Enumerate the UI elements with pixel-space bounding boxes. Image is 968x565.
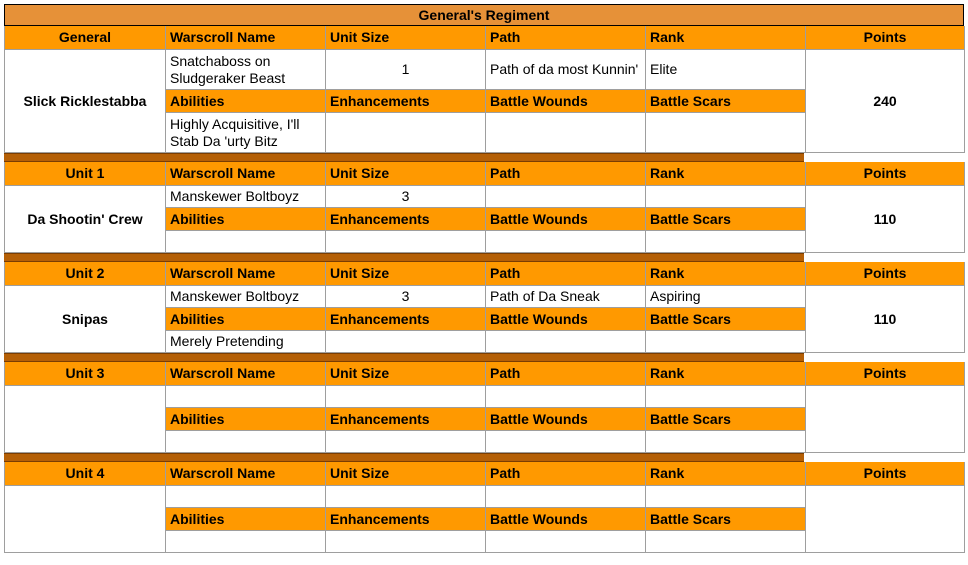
regiment-block: [4, 26, 964, 153]
regiment-block: [4, 162, 964, 253]
points-cell[interactable]: 110: [806, 186, 965, 253]
battle-scars-header[interactable]: Battle Scars: [646, 90, 806, 113]
rank-header[interactable]: Rank: [646, 162, 806, 186]
warscroll-cell[interactable]: Manskewer Boltboyz: [166, 186, 326, 208]
battle-wounds-cell[interactable]: [486, 331, 646, 353]
points-cell[interactable]: [806, 386, 965, 453]
rank-cell[interactable]: Aspiring: [646, 286, 806, 308]
block-separator: [4, 453, 804, 462]
abilities-cell[interactable]: [166, 431, 326, 453]
abilities-cell[interactable]: Highly Acquisitive, I'll Stab Da 'urty Bitz: [166, 113, 326, 153]
battle-wounds-cell[interactable]: [486, 113, 646, 153]
path-cell[interactable]: [486, 186, 646, 208]
unit-size-cell[interactable]: [326, 386, 486, 408]
unit-size-header[interactable]: Unit Size: [326, 362, 486, 386]
abilities-header[interactable]: Abilities: [166, 90, 326, 113]
points-header[interactable]: Points: [806, 262, 965, 286]
enhancements-header[interactable]: Enhancements: [326, 90, 486, 113]
unit-name-cell[interactable]: Slick Ricklestabba: [5, 50, 166, 153]
battle-scars-header[interactable]: Battle Scars: [646, 208, 806, 231]
rank-cell[interactable]: Elite: [646, 50, 806, 90]
block-separator: [4, 253, 804, 262]
battle-wounds-header[interactable]: Battle Wounds: [486, 308, 646, 331]
enhancements-cell[interactable]: [326, 331, 486, 353]
rank-header[interactable]: Rank: [646, 462, 806, 486]
unit-size-header[interactable]: Unit Size: [326, 262, 486, 286]
path-header[interactable]: Path: [486, 162, 646, 186]
unit-size-header[interactable]: Unit Size: [326, 462, 486, 486]
enhancements-header[interactable]: Enhancements: [326, 308, 486, 331]
battle-scars-cell[interactable]: [646, 431, 806, 453]
points-cell[interactable]: 240: [806, 50, 965, 153]
unit-size-cell[interactable]: [326, 486, 486, 508]
abilities-header[interactable]: Abilities: [166, 408, 326, 431]
abilities-header[interactable]: Abilities: [166, 308, 326, 331]
rank-header[interactable]: Rank: [646, 262, 806, 286]
abilities-header[interactable]: Abilities: [166, 208, 326, 231]
enhancements-header[interactable]: Enhancements: [326, 208, 486, 231]
battle-wounds-cell[interactable]: [486, 231, 646, 253]
warscroll-cell[interactable]: Snatchaboss on Sludgeraker Beast: [166, 50, 326, 90]
path-cell[interactable]: Path of da most Kunnin': [486, 50, 646, 90]
rank-cell[interactable]: [646, 386, 806, 408]
abilities-header[interactable]: Abilities: [166, 508, 326, 531]
battle-wounds-cell[interactable]: [486, 531, 646, 553]
regiment-blocks: [4, 26, 964, 553]
battle-scars-cell[interactable]: [646, 113, 806, 153]
points-header[interactable]: Points: [806, 462, 965, 486]
block-separator: [4, 153, 804, 162]
rank-cell[interactable]: [646, 486, 806, 508]
points-cell[interactable]: 110: [806, 286, 965, 353]
points-cell[interactable]: [806, 486, 965, 553]
unit-size-cell[interactable]: 3: [326, 286, 486, 308]
unit-label-cell[interactable]: Unit 3: [5, 362, 166, 386]
enhancements-cell[interactable]: [326, 431, 486, 453]
points-header[interactable]: Points: [806, 362, 965, 386]
points-header[interactable]: Points: [806, 162, 965, 186]
points-header[interactable]: Points: [806, 26, 965, 50]
path-cell[interactable]: [486, 386, 646, 408]
unit-size-cell[interactable]: 3: [326, 186, 486, 208]
regiment-sheet: [4, 4, 964, 553]
battle-scars-cell[interactable]: [646, 231, 806, 253]
unit-size-header[interactable]: Unit Size: [326, 26, 486, 50]
battle-wounds-header[interactable]: Battle Wounds: [486, 208, 646, 231]
warscroll-header[interactable]: Warscroll Name: [166, 26, 326, 50]
battle-scars-cell[interactable]: [646, 531, 806, 553]
block-separator: [4, 353, 804, 362]
warscroll-header[interactable]: Warscroll Name: [166, 262, 326, 286]
enhancements-cell[interactable]: [326, 531, 486, 553]
warscroll-cell[interactable]: [166, 486, 326, 508]
path-cell[interactable]: Path of Da Sneak: [486, 286, 646, 308]
unit-size-cell[interactable]: 1: [326, 50, 486, 90]
path-header[interactable]: Path: [486, 462, 646, 486]
warscroll-cell[interactable]: [166, 386, 326, 408]
battle-wounds-header[interactable]: Battle Wounds: [486, 90, 646, 113]
path-header[interactable]: Path: [486, 262, 646, 286]
battle-wounds-header[interactable]: Battle Wounds: [486, 408, 646, 431]
rank-cell[interactable]: [646, 186, 806, 208]
battle-scars-header[interactable]: Battle Scars: [646, 408, 806, 431]
battle-wounds-cell[interactable]: [486, 431, 646, 453]
regiment-block: [4, 462, 964, 553]
warscroll-header[interactable]: Warscroll Name: [166, 362, 326, 386]
unit-size-header[interactable]: Unit Size: [326, 162, 486, 186]
abilities-cell[interactable]: [166, 231, 326, 253]
unit-label-cell[interactable]: Unit 2: [5, 262, 166, 286]
enhancements-cell[interactable]: [326, 113, 486, 153]
enhancements-cell[interactable]: [326, 231, 486, 253]
battle-scars-header[interactable]: Battle Scars: [646, 308, 806, 331]
abilities-cell[interactable]: [166, 531, 326, 553]
path-header[interactable]: Path: [486, 26, 646, 50]
unit-label-cell[interactable]: General: [5, 26, 166, 50]
warscroll-header[interactable]: Warscroll Name: [166, 162, 326, 186]
unit-label-cell[interactable]: Unit 1: [5, 162, 166, 186]
unit-name-cell[interactable]: Snipas: [5, 286, 166, 353]
battle-scars-header[interactable]: Battle Scars: [646, 508, 806, 531]
warscroll-cell[interactable]: Manskewer Boltboyz: [166, 286, 326, 308]
regiment-block: [4, 362, 964, 453]
enhancements-header[interactable]: Enhancements: [326, 508, 486, 531]
sheet-title[interactable]: General's Regiment: [4, 4, 964, 26]
battle-scars-cell[interactable]: [646, 331, 806, 353]
unit-label-cell[interactable]: Unit 4: [5, 462, 166, 486]
battle-wounds-header[interactable]: Battle Wounds: [486, 508, 646, 531]
path-cell[interactable]: [486, 486, 646, 508]
abilities-cell[interactable]: Merely Pretending: [166, 331, 326, 353]
regiment-block: [4, 262, 964, 353]
unit-name-cell[interactable]: [5, 486, 166, 553]
unit-name-cell[interactable]: [5, 386, 166, 453]
rank-header[interactable]: Rank: [646, 26, 806, 50]
unit-name-cell[interactable]: Da Shootin' Crew: [5, 186, 166, 253]
path-header[interactable]: Path: [486, 362, 646, 386]
rank-header[interactable]: Rank: [646, 362, 806, 386]
warscroll-header[interactable]: Warscroll Name: [166, 462, 326, 486]
enhancements-header[interactable]: Enhancements: [326, 408, 486, 431]
